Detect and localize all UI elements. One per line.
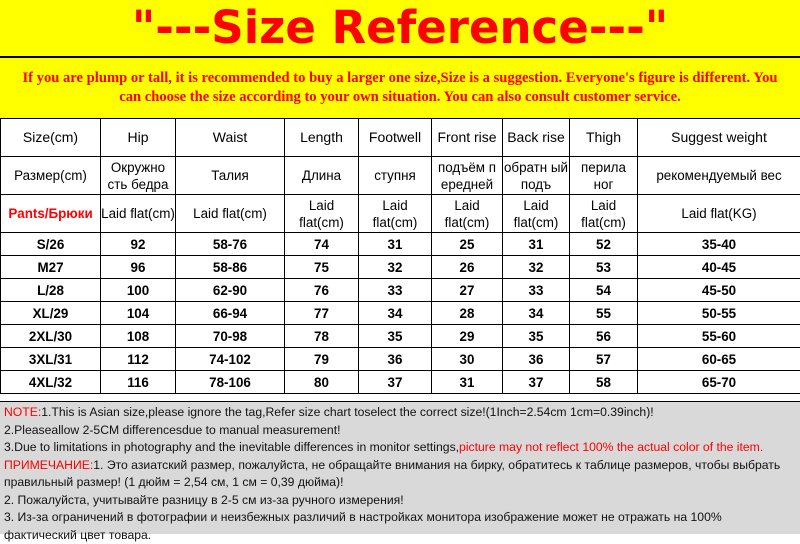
header-row: [1, 119, 800, 157]
value-cell: 40-45: [638, 256, 800, 279]
value-cell: 62-90: [176, 279, 285, 302]
header-cell: Suggest weight: [638, 119, 800, 157]
header-cell: Thigh: [570, 119, 638, 157]
value-cell: 112: [101, 348, 176, 371]
value-cell: 34: [359, 302, 432, 325]
value-cell: 32: [503, 256, 570, 279]
page-title: "---Size Reference---": [132, 2, 668, 54]
size-cell: 4XL/32: [1, 371, 101, 394]
table-row: [1, 371, 800, 394]
title-banner: [0, 0, 800, 58]
value-cell: 96: [101, 256, 176, 279]
note-color-warning: picture may not reflect 100% the actual color of the item.: [459, 440, 763, 454]
method-cell: Laid flat(cm): [359, 195, 432, 233]
value-cell: 29: [432, 325, 503, 348]
value-cell: 31: [503, 233, 570, 256]
method-cell: Laid flat(cm): [503, 195, 570, 233]
header-cell: Waist: [176, 119, 285, 157]
ru-note-3: 3. Из-за ограничений в фотографии и неизбежных различий в настройках монитора изображение может не отражать на 100% фактический цвет товара.: [4, 509, 796, 544]
table-row: [1, 233, 800, 256]
value-cell: 108: [101, 325, 176, 348]
value-cell: 78-106: [176, 371, 285, 394]
value-cell: 34: [503, 302, 570, 325]
value-cell: 100: [101, 279, 176, 302]
value-cell: 52: [570, 233, 638, 256]
value-cell: 53: [570, 256, 638, 279]
value-cell: 76: [285, 279, 359, 302]
sizing-advice: If you are plump or tall, it is recommended to buy a larger one size,Size is a suggestion. Everyone's figure is different. You can choose the size according to your own situation. You can also consult customer service.: [0, 58, 800, 118]
value-cell: 56: [570, 325, 638, 348]
table-row: [1, 302, 800, 325]
header-cell: Hip: [101, 119, 176, 157]
russian-cell: перила ног: [570, 157, 638, 195]
size-rows: [1, 233, 800, 394]
value-cell: 25: [432, 233, 503, 256]
header-cell: Front rise: [432, 119, 503, 157]
note-2: 2.Pleaseallow 2-5CM differencesdue to manual measurement!: [4, 422, 796, 440]
value-cell: 74: [285, 233, 359, 256]
note-1: [4, 404, 796, 422]
header-cell: Footwell: [359, 119, 432, 157]
value-cell: 57: [570, 348, 638, 371]
value-cell: 58: [570, 371, 638, 394]
russian-cell: Окружно сть бедра: [101, 157, 176, 195]
table-row: [1, 279, 800, 302]
size-cell: L/28: [1, 279, 101, 302]
value-cell: 80: [285, 371, 359, 394]
value-cell: 74-102: [176, 348, 285, 371]
ru-note-2: 2. Пожалуйста, учитывайте разницу в 2-5 см из-за ручного измерения!: [4, 492, 796, 510]
size-cell: 2XL/30: [1, 325, 101, 348]
method-cell: Laid flat(KG): [638, 195, 800, 233]
value-cell: 66-94: [176, 302, 285, 325]
value-cell: 35-40: [638, 233, 800, 256]
note-text: 1.This is Asian size,please ignore the tag,Refer size chart toselect the correct size!(1Inch=2.54cm 1cm=0.39inch)!: [41, 405, 653, 419]
value-cell: 77: [285, 302, 359, 325]
method-cell: Laid flat(cm): [176, 195, 285, 233]
russian-cell: рекомендуемый вес: [638, 157, 800, 195]
value-cell: 50-55: [638, 302, 800, 325]
size-cell: XL/29: [1, 302, 101, 325]
value-cell: 26: [432, 256, 503, 279]
value-cell: 70-98: [176, 325, 285, 348]
value-cell: 54: [570, 279, 638, 302]
method-cell: Laid flat(cm): [570, 195, 638, 233]
value-cell: 37: [503, 371, 570, 394]
value-cell: 78: [285, 325, 359, 348]
measure-method-row: [1, 195, 800, 233]
value-cell: 30: [432, 348, 503, 371]
table-row: [1, 325, 800, 348]
russian-header-row: [1, 157, 800, 195]
value-cell: 55: [570, 302, 638, 325]
table-row: [1, 348, 800, 371]
value-cell: 75: [285, 256, 359, 279]
value-cell: 33: [359, 279, 432, 302]
value-cell: 104: [101, 302, 176, 325]
value-cell: 27: [432, 279, 503, 302]
ru-note-text: 1. Это азиатский размер, пожалуйста, не обращайте внимания на бирку, обратитесь к таблице размеров, чтобы выбрать правильный размер! (1 дюйм = 2,54 см, 1 см = 0,39 дюйма)!: [4, 458, 780, 490]
table-row: [1, 256, 800, 279]
note-3: [4, 439, 796, 457]
value-cell: 31: [432, 371, 503, 394]
russian-cell: Длина: [285, 157, 359, 195]
russian-cell: обратн ый подъ: [503, 157, 570, 195]
header-cell: Back rise: [503, 119, 570, 157]
value-cell: 55-60: [638, 325, 800, 348]
note-label: NOTE:: [4, 405, 41, 419]
value-cell: 32: [359, 256, 432, 279]
value-cell: 33: [503, 279, 570, 302]
value-cell: 37: [359, 371, 432, 394]
notes-section: [0, 401, 800, 534]
value-cell: 36: [503, 348, 570, 371]
value-cell: 116: [101, 371, 176, 394]
value-cell: 58-86: [176, 256, 285, 279]
pants-label: Pants/Брюки: [1, 195, 101, 233]
value-cell: 31: [359, 233, 432, 256]
size-cell: S/26: [1, 233, 101, 256]
value-cell: 58-76: [176, 233, 285, 256]
header-cell: Size(cm): [1, 119, 101, 157]
size-cell: M27: [1, 256, 101, 279]
value-cell: 35: [359, 325, 432, 348]
header-cell: Length: [285, 119, 359, 157]
russian-cell: Талия: [176, 157, 285, 195]
russian-cell: Размер(cm): [1, 157, 101, 195]
value-cell: 92: [101, 233, 176, 256]
value-cell: 60-65: [638, 348, 800, 371]
ru-note-label: ПРИМЕЧАНИЕ:: [4, 458, 93, 472]
ru-note-1: [4, 457, 796, 492]
value-cell: 35: [503, 325, 570, 348]
method-cell: Laid flat(cm): [432, 195, 503, 233]
value-cell: 79: [285, 348, 359, 371]
size-table: [0, 118, 800, 394]
value-cell: 65-70: [638, 371, 800, 394]
value-cell: 28: [432, 302, 503, 325]
note-text: 3.Due to limitations in photography and the inevitable differences in monitor settings,: [4, 440, 459, 454]
value-cell: 36: [359, 348, 432, 371]
russian-cell: ступня: [359, 157, 432, 195]
russian-cell: подъём п ередней: [432, 157, 503, 195]
method-cell: Laid flat(cm): [101, 195, 176, 233]
size-cell: 3XL/31: [1, 348, 101, 371]
method-cell: Laid flat(cm): [285, 195, 359, 233]
value-cell: 45-50: [638, 279, 800, 302]
